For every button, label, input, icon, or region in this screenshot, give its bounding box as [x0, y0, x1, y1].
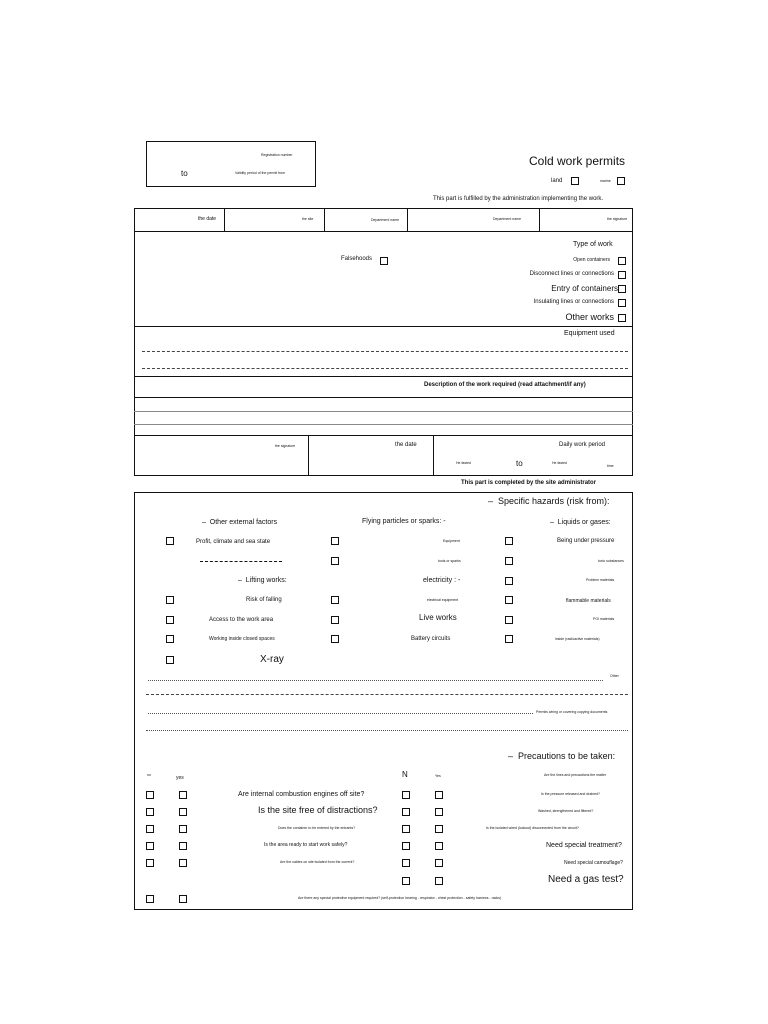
hazard-label: Battery circuits — [411, 636, 451, 642]
no-checkbox[interactable] — [146, 842, 154, 850]
other-label: Other — [610, 674, 619, 678]
yes-checkbox[interactable] — [179, 825, 187, 833]
other-line — [146, 694, 628, 695]
external-factors-heading: – Other external factors — [202, 519, 278, 526]
work-type-label: Insulating lines or connections — [533, 299, 614, 305]
yes-checkbox[interactable] — [435, 859, 443, 867]
divider — [134, 326, 633, 327]
hazard-checkbox[interactable] — [505, 557, 513, 565]
validity-label: Validity period of the permit from — [235, 171, 286, 175]
precaution-question: Is the area ready to start work safely? — [264, 842, 348, 848]
yes-checkbox[interactable] — [179, 842, 187, 850]
work-type-label: Entry of containers — [551, 284, 618, 293]
entry-containers-checkbox[interactable] — [618, 285, 626, 293]
hazard-checkbox[interactable] — [505, 537, 513, 545]
precaution-question: Is the pressure released and drained? — [541, 792, 600, 796]
other-works-checkbox[interactable] — [618, 314, 626, 322]
type-of-work-heading: Type of work — [573, 241, 613, 248]
site-label: the site — [302, 217, 314, 221]
no-checkbox[interactable] — [402, 859, 410, 867]
falsehoods-checkbox[interactable] — [380, 257, 388, 265]
yes-checkbox[interactable] — [179, 808, 187, 816]
hazard-checkbox[interactable] — [505, 635, 513, 643]
divider — [134, 231, 633, 232]
hazard-checkbox[interactable] — [166, 656, 174, 664]
registration-box — [146, 141, 316, 187]
hazard-label: Live works — [419, 613, 457, 622]
hazard-label: inside (radioactive materials) — [555, 637, 600, 641]
precautions-heading: – Precautions to be taken: — [508, 751, 616, 761]
to-label: to — [181, 169, 188, 178]
hazard-checkbox[interactable] — [331, 537, 339, 545]
equipment-heading: Equipment used — [564, 330, 615, 337]
precaution-question: Is the site free of distractions? — [258, 805, 378, 815]
flying-particles-heading: Flying particles or sparks: - — [362, 518, 446, 525]
date-label: the date — [395, 442, 417, 448]
no-column-label-2: N — [402, 770, 408, 779]
hazards-heading: – Specific hazards (risk from): — [488, 496, 610, 506]
yes-checkbox[interactable] — [179, 791, 187, 799]
divider — [324, 208, 325, 231]
hazard-checkbox[interactable] — [331, 616, 339, 624]
hazard-label: Being under pressure — [557, 538, 615, 544]
no-checkbox[interactable] — [146, 791, 154, 799]
signature-label: the signature — [275, 444, 296, 448]
no-checkbox[interactable] — [146, 859, 154, 867]
lifting-heading: – Lifting works: — [238, 577, 287, 584]
description-line — [134, 424, 633, 425]
other-line — [148, 680, 603, 681]
yes-column-label: yes — [176, 775, 184, 781]
electricity-heading: electricity : - — [423, 577, 461, 584]
precaution-question: Is the isolated wired (lockout) disconnected from the circuit? — [486, 826, 579, 830]
hazard-label: Equipment — [443, 539, 460, 543]
hazard-label: flammable materials — [566, 598, 611, 604]
no-checkbox[interactable] — [402, 877, 410, 885]
no-checkbox[interactable] — [402, 791, 410, 799]
blank-line — [200, 561, 282, 562]
equipment-line — [142, 351, 628, 352]
divider — [407, 208, 408, 231]
start-label: He fasted — [456, 461, 471, 465]
precaution-question: Are the cables on site isolated from the current? — [280, 860, 355, 864]
marine-label: marine — [600, 179, 611, 183]
divider — [224, 208, 225, 231]
precaution-question: Are the lines and precautions the matter — [544, 773, 607, 777]
yes-checkbox[interactable] — [435, 842, 443, 850]
ppe-question: Are there any special protective equipment required? (self-protection hearing - respirator - chest protection - safety harness - racks) — [298, 896, 502, 900]
hazard-label: Profit, climate and sea state — [196, 539, 271, 545]
precaution-question: Need special treatment? — [546, 842, 622, 849]
hazard-checkbox[interactable] — [331, 635, 339, 643]
yes-checkbox[interactable] — [435, 825, 443, 833]
hazard-checkbox[interactable] — [166, 616, 174, 624]
no-column-label: no — [147, 773, 151, 777]
hazard-checkbox[interactable] — [331, 596, 339, 604]
yes-checkbox[interactable] — [179, 859, 187, 867]
hazard-label: tools or sparks — [438, 559, 461, 563]
permit-note: Permits wiring or covering copying documents — [536, 710, 608, 714]
precaution-question: Washed, strengthened and filtered? — [538, 809, 594, 813]
end-label: He fasted — [552, 461, 567, 465]
hazard-checkbox[interactable] — [331, 557, 339, 565]
hazard-label: toxic substances — [598, 559, 624, 563]
hazard-checkbox[interactable] — [505, 577, 513, 585]
yes-checkbox[interactable] — [435, 808, 443, 816]
land-label: land — [551, 178, 563, 184]
yes-checkbox[interactable] — [435, 791, 443, 799]
yes-checkbox[interactable] — [179, 895, 187, 903]
work-type-label: Open containers — [573, 257, 610, 263]
yes-checkbox[interactable] — [435, 877, 443, 885]
no-checkbox[interactable] — [146, 825, 154, 833]
work-type-label: Other works — [565, 312, 614, 322]
yes-column-label-2: Yes — [435, 774, 441, 778]
divider — [134, 376, 633, 377]
land-checkbox[interactable] — [571, 177, 579, 185]
hazard-checkbox[interactable] — [166, 537, 174, 545]
hazard-label: PGI materials — [593, 617, 615, 621]
registration-number-label: Registration number — [261, 153, 293, 157]
page-title: Cold work permits — [529, 154, 626, 168]
hazard-label: X-ray — [260, 654, 284, 665]
to-label: to — [516, 459, 523, 468]
hazard-label: electrical equipment — [427, 598, 459, 602]
falsehoods-label: Falsehoods — [341, 256, 373, 262]
hazard-checkbox[interactable] — [166, 596, 174, 604]
hazard-checkbox[interactable] — [505, 616, 513, 624]
hazard-checkbox[interactable] — [166, 635, 174, 643]
hazard-label: Problem materials — [586, 578, 615, 582]
disconnect-lines-checkbox[interactable] — [618, 271, 626, 279]
signature-label: the signature — [607, 217, 628, 221]
other-line — [146, 730, 628, 731]
date-label: the date — [198, 216, 217, 222]
precaution-question: Are internal combustion engines off site? — [238, 791, 365, 798]
no-checkbox[interactable] — [146, 808, 154, 816]
precaution-question: Does the container to be entered by the entrants? — [278, 826, 356, 830]
liquids-gases-heading: – Liquids or gases: — [550, 519, 611, 526]
hazard-checkbox[interactable] — [505, 596, 513, 604]
divider — [134, 397, 633, 398]
divider — [134, 435, 633, 436]
daily-period-label: Daily work period — [559, 442, 606, 448]
divider — [308, 435, 309, 476]
divider — [539, 208, 540, 231]
department-label: Department name — [493, 217, 522, 221]
description-line — [134, 411, 633, 412]
no-checkbox[interactable] — [402, 842, 410, 850]
precaution-question: Need special camouflage? — [564, 860, 623, 866]
work-type-label: Disconnect lines or connections — [529, 271, 614, 277]
precaution-question: Need a gas test? — [548, 874, 624, 885]
site-admin-note: This part is completed by the site administrator — [461, 480, 597, 486]
other-line — [148, 713, 533, 714]
no-checkbox[interactable] — [402, 825, 410, 833]
divider — [433, 435, 434, 476]
no-checkbox[interactable] — [402, 808, 410, 816]
equipment-line — [142, 368, 628, 369]
department-name-label: Department name — [371, 218, 400, 222]
marine-checkbox[interactable] — [617, 177, 625, 185]
hazard-label: Working inside closed spaces — [209, 636, 275, 642]
insulating-lines-checkbox[interactable] — [618, 299, 626, 307]
description-heading: Description of the work required (read attachment/if any) — [424, 382, 586, 388]
admin-note: This part is fulfilled by the administration implementing the work. — [433, 196, 604, 202]
open-containers-checkbox[interactable] — [618, 257, 626, 265]
hazard-label: Risk of falling — [246, 597, 282, 603]
no-checkbox[interactable] — [146, 895, 154, 903]
hazard-label: Access to the work area — [209, 617, 274, 623]
time-label: time — [607, 464, 614, 468]
